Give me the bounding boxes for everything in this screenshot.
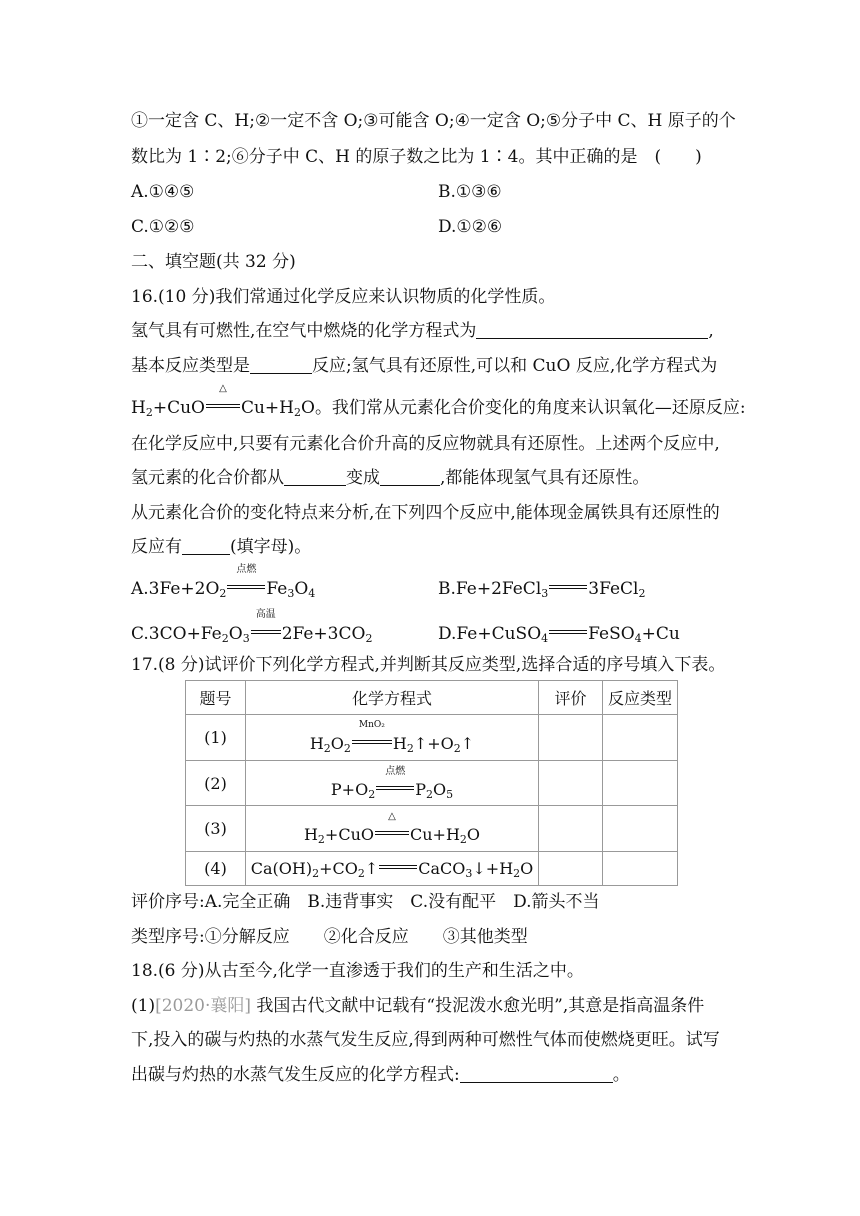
q16-line7-a: 反应有 bbox=[131, 537, 182, 557]
cond-heat: △ bbox=[388, 811, 396, 822]
q15-option-c: C.①②⑤ bbox=[131, 217, 195, 237]
q16-line2-a: 基本反应类型是 bbox=[131, 356, 250, 376]
source-tag: [2020·襄阳] bbox=[155, 996, 252, 1016]
q15-option-b: B.①③⑥ bbox=[438, 182, 502, 202]
evaluation-cell-2[interactable] bbox=[539, 761, 603, 806]
blank-carbon-steam-equation[interactable] bbox=[460, 1066, 613, 1083]
eq-h2-cuo: $H_2+CuO$ △ $Cu+H_2O$ bbox=[131, 383, 315, 419]
q15-line2: 数比为 1∶2;⑥分子中 C、H 的原子数之比为 1∶4。其中正确的是 ( ) bbox=[131, 147, 702, 167]
row-number: (1) bbox=[186, 715, 246, 761]
blank-valence-to[interactable] bbox=[380, 469, 440, 486]
table-row bbox=[186, 715, 678, 761]
type-cell-4[interactable] bbox=[603, 852, 678, 886]
evaluation-cell-4[interactable] bbox=[539, 852, 603, 886]
q16-line4: 在化学反应中,只要有元素化合价升高的反应物就具有还原性。上述两个反应中, bbox=[131, 434, 720, 454]
header-reaction-type: 反应类型 bbox=[603, 681, 678, 715]
q16-line5-c: ,都能体现氢气具有还原性。 bbox=[440, 468, 650, 488]
blank-combustion-equation[interactable] bbox=[476, 322, 708, 339]
q16-line5-a: 氢元素的化合价都从 bbox=[131, 468, 284, 488]
q16-line7-b: (填字母)。 bbox=[230, 537, 312, 557]
q18-part1-line1-text: 我国古代文献中记载有“投泥泼水愈光明”,其意是指高温条件 bbox=[251, 996, 705, 1016]
section2-title: 二、填空题(共 32 分) bbox=[131, 252, 296, 272]
q15-option-a: A.①④⑤ bbox=[131, 182, 195, 202]
q16-line1-text: 氢气具有可燃性,在空气中燃烧的化学方程式为 bbox=[131, 321, 477, 341]
row-number: (4) bbox=[186, 852, 246, 886]
equation-4: $Ca(OH)_2+CO_2↑$ $CaCO_3↓+H_2O$ bbox=[246, 852, 539, 886]
q17-title: 17.(8 分)试评价下列化学方程式,并判断其反应类型,选择合适的序号填入下表。 bbox=[131, 655, 726, 675]
row-number: (3) bbox=[186, 806, 246, 852]
q16-line7 bbox=[131, 536, 311, 558]
q18-title: 18.(6 分)从古至今,化学一直渗透于我们的生产和生活之中。 bbox=[131, 961, 584, 981]
q15-option-d: D.①②⑥ bbox=[438, 217, 503, 237]
q18-part1-num: (1) bbox=[131, 996, 156, 1016]
evaluation-cell-1[interactable] bbox=[539, 715, 603, 761]
q16-line5 bbox=[131, 467, 649, 489]
q16-reaction-a: $A.3Fe+2O_2$ 点燃 $Fe_3O_4$ bbox=[131, 564, 316, 600]
q18-part1-line3-text: 出碳与灼热的水蒸气发生反应的化学方程式: bbox=[131, 1065, 460, 1085]
header-equation: 化学方程式 bbox=[246, 681, 539, 715]
q16-line5-b: 变成 bbox=[346, 468, 380, 488]
equation-1: $H_2O_2$ MnO₂ $H_2↑+O_2↑$ bbox=[246, 715, 539, 761]
type-cell-1[interactable] bbox=[603, 715, 678, 761]
q18-part1-line1 bbox=[131, 995, 704, 1017]
type-cell-2[interactable] bbox=[603, 761, 678, 806]
header-number: 题号 bbox=[186, 681, 246, 715]
q16-line3 bbox=[131, 383, 746, 419]
blank-reaction-type[interactable] bbox=[250, 357, 312, 374]
q18-part1-line3 bbox=[131, 1064, 630, 1086]
q16-line2-b: 反应;氢气具有还原性,可以和 CuO 反应,化学方程式为 bbox=[312, 356, 718, 376]
cond-heat: △ bbox=[219, 383, 227, 394]
table-row bbox=[186, 852, 678, 886]
q16-title: 16.(10 分)我们常通过化学反应来认识物质的化学性质。 bbox=[131, 287, 556, 307]
evaluation-table bbox=[185, 680, 678, 886]
equation-3: $H_2+CuO$ △ $Cu+H_2O$ bbox=[246, 806, 539, 852]
q16-line2 bbox=[131, 355, 717, 377]
type-legend: 类型序号:①分解反应 ②化合反应 ③其他类型 bbox=[131, 927, 528, 947]
cond-high-temp: 高温 bbox=[255, 609, 276, 620]
blank-fe-reactions[interactable] bbox=[182, 538, 230, 555]
equation-2: $P+O_2$ 点燃 $P_2O_5$ bbox=[246, 761, 539, 806]
q18-part1-end: 。 bbox=[612, 1065, 630, 1085]
table-row bbox=[186, 761, 678, 806]
cond-ignite: 点燃 bbox=[236, 564, 257, 575]
q16-line3-tail: 。我们常从元素化合价变化的角度来认识氧化—还原反应: bbox=[314, 398, 746, 418]
q16-line6: 从元素化合价的变化特点来分析,在下列四个反应中,能体现金属铁具有还原性的 bbox=[131, 503, 720, 523]
q16-reaction-c: $C.3CO+Fe_2O_3$ 高温 $2Fe+3CO_2$ bbox=[131, 609, 373, 645]
q16-line1: 氢气具有可燃性,在空气中燃烧的化学方程式为 , bbox=[131, 321, 714, 341]
evaluation-cell-3[interactable] bbox=[539, 806, 603, 852]
cond-ignite: 点燃 bbox=[385, 765, 406, 777]
row-number: (2) bbox=[186, 761, 246, 806]
q15-line1: ①一定含 C、H;②一定不含 O;③可能含 O;④一定含 O;⑤分子中 C、H 原子的个 bbox=[131, 111, 736, 131]
q16-reaction-d: D.Fe+CuSO$_4$ FeSO$_4$+Cu bbox=[438, 624, 680, 645]
q18-part1-line2: 下,投入的碳与灼热的水蒸气发生反应,得到两种可燃性气体而使燃烧更旺。试写 bbox=[131, 1030, 720, 1050]
type-cell-3[interactable] bbox=[603, 806, 678, 852]
cond-mno2: MnO₂ bbox=[358, 720, 385, 730]
q16-reaction-b: B.Fe+2FeCl$_3$ 3FeCl$_2$ bbox=[438, 579, 646, 600]
eval-legend: 评价序号:A.完全正确 B.违背事实 C.没有配平 D.箭头不当 bbox=[131, 892, 600, 912]
blank-valence-from[interactable] bbox=[284, 469, 346, 486]
header-evaluation: 评价 bbox=[539, 681, 603, 715]
table-row bbox=[186, 806, 678, 852]
